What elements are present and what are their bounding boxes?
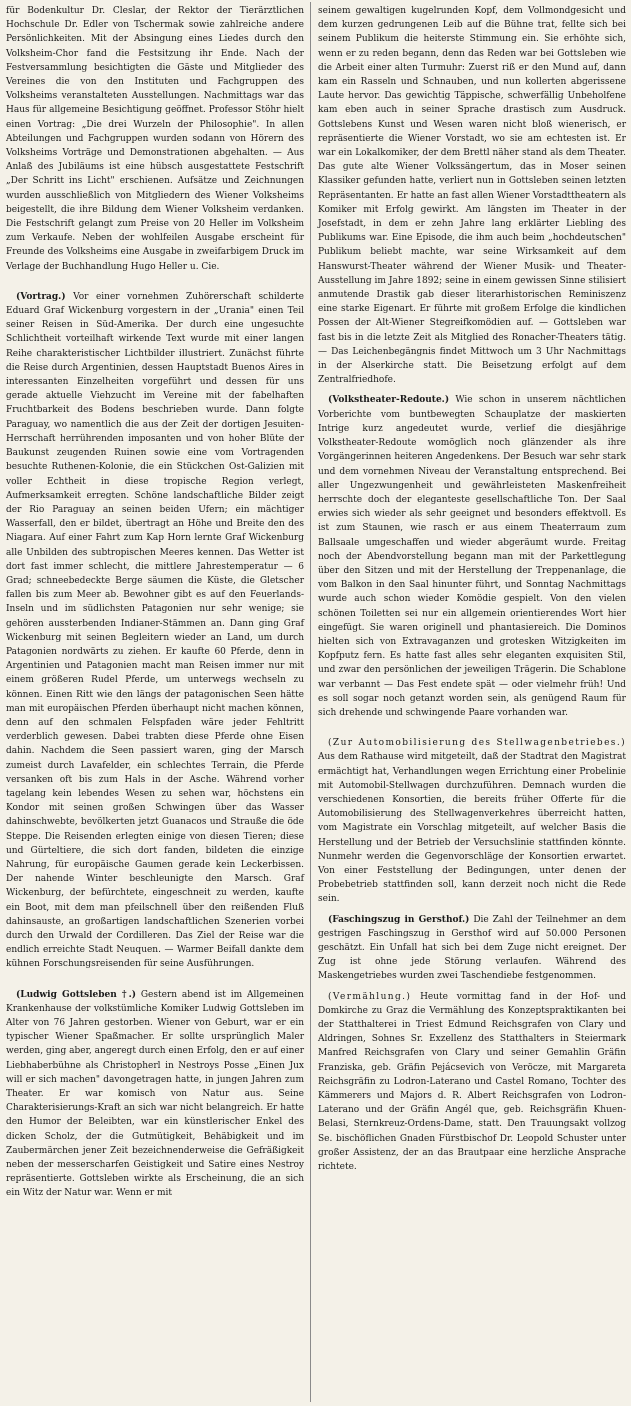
vortrag-body: Vor einer vornehmen Zuhörerschaft schilderte Eduard Graf Wickenburg vorgestern in der „Urania" einen Teil seiner Reisen in Süd-Amerika. Der durch eine ungesuchte Schlichtheit vorteilhaft wirkende Text wurde mit einer langen Reihe charakteristischer Lichtbilder illustriert. Zunächst führte die Reise durch Argentinien, dessen Hauptstadt Buenos Aires in interessanten Einzelheiten vorgeführt und dessen für uns gerade aktuelle Viehzucht im Vereine mit der fabelhaften Fruchtbarkeit des Bodens beschrieben wurde. Dann folgte Paraguay, wo namentlich die aus der Zeit der dortigen Jesuiten-Herrschaft herrührenden imposanten und von hoher Blüte der Baukunst zeugenden Ruinen sowie eine vom Vortragenden besuchte Ruthenen-Kolonie, die ein Stückchen Ost-Galizien mit voller Echtheit in diese tropische Region verlegt, Aufmerksamkeit erregten. Schöne landschaftliche Bilder zeigt der Rio Paraguay an seinen beiden Ufern; ein mächtiger Wasserfall, den er bildet, übertragt an Höhe und Breite den des Niagara. Auf einer Fahrt zum Kap Horn lernte Graf Wickenburg alle Unbilden des subtropischen Meeres kennen. Das Wetter ist dort fast immer schlecht, die mittlere Jahrestemperatur — 6 Grad; schneebedeckte Berge säumen die Küste, die Gletscher fallen bis zum Meer ab. Bewohner gibt es auf den Feuerlands-Inseln und im südlichsten Patagonien nur sehr wenige; sie gehören aussterbenden Indianer-Stämmen an. Dann ging Graf Wickenburg mit seinen Begleitern wieder an Land, um durch Patagonien nordwärts zu ziehen. Er kaufte 60 Pferde, denn in Argentinien und Patagonien macht man Reisen immer nur mit einem größeren Rudel Pferde, um unterwegs wechseln zu können. Einen Ritt wie den längs der patagonischen Seen hätte man mit europäischen Pferden überhaupt nicht machen können, denn auf den schmalen Felspfaden wäre jeder Fehltritt verderblich gewesen. Dabei trabten diese Pferde ohne Eisen dahin. Nachdem die Seen passiert waren, ging der Marsch zumeist durch Lavafelder, ein schlechtes Terrain, die Pferde versanken oft bis zum Hals in der Asche. Während vorher tagelang kein lebendes Wesen zu sehen war, höchstens ein Kondor mit seinen großen Schwingen über das Wasser dahinschwebte, bevölkerten jetzt Guanacos und Strauße die öde Steppe. Die Reisenden erlegten einige von diesen Tieren; diese und Gürteltiere, die sich dort fanden, bildeten die einzige Nahrung, für europäische Gaumen gerade kein Leckerbissen. Der nahende Winter beschleunigte den Marsch. Graf Wickenburg, der befürchtete, eingeschneit zu werden, kaufte ein Boot, mit dem man pfeilschnell über den reißenden Fluß dahinsauste, an großartigen landschaftlichen Szenerien vorbei durch den Urwald der Cordilleren. Das Ziel der Reise war die endlich erreichte Stadt Neuquen. — Warmer Beifall dankte dem kühnen Forschungsreisenden für seine Ausführungen. [6,291,304,970]
redoute-body: Wie schon in unserem nächtlichen Vorberichte vom buntbewegten Schauplatze der maskierten Intrige kurz angedeutet wurde, verlief die diesjährige Volkstheater-Redoute womöglich noch glänzender als ihre Vorgängerinnen heiteren Angedenkens. Der Besuch war sehr stark und dem vornehmen Niveau der Veranstaltung entsprechend. Bei aller Ungezwungenheit und gewährleisteten Maskenfreiheit herrschte doch der eleganteste gesellschaftliche Ton. Der Saal erwies sich wieder als sehr geeignet und besonders effektvoll. Es ist zum Staunen, wie rasch er aus einem Theaterraum zum Ballsaale umgeschaffen und wieder abgeräumt wurde. Freitag noch der Abendvorstellung begann man mit der Parkettlegung über den Sitzen und mit der Herstellung der Treppenanlage, die vom Balkon in den Saal hinunter führt, und Sonntag Nachmittags wurde auch schon wieder Komödie gespielt. Von den vielen schönen Toiletten sei nur ein allgemein orientierendes Wort hier eingefügt. Sie waren originell und phantasiereich. Die Dominos hielten sich von Extravaganzen und grotesken Witzigkeiten im Kopfputz fern. Es hatte fast alles sehr eleganten exquisiten Stil, und zwar den persönlichen der jeweiligen Trägerin. Die Schablone war verbannt — Das Fest endete spät — oder vielmehr früh! Und es soll sogar noch getanzt worden sein, als genügend Raum für sich drehende und schwingende Paare vorhanden war. [318,395,626,718]
gottsleben-body: Gestern abend ist im Allgemeinen Krankenhause der volkstümliche Komiker Ludwig Gottsleben im Alter von 76 Jahren gestorben. Wiener von Geburt, war er ein typischer Wiener Spaßmacher. Er sollte ursprünglich Maler werden, ging aber, angeregt durch einen Erfolg, den er auf einer Liebhaberbühne als Christopherl in Nestroys Posse „Einen Jux will er sich machen" davongetragen hatte, in jungen Jahren zum Theater. Er war komisch von Natur aus. Seine Charakterisierungs-Kraft an sich war nicht belangreich. Er hatte den Humor der Beleibten, war ein künstlerischer Enkel des dicken Scholz, der die Gutmütigkeit, Behäbigkeit und im Zaubermärchen jener Zeit bezeichnenderweise die Gefräßigkeit neben der messerscharfen Geistigkeit und Satire eines Nestroy repräsentierte. Gottsleben wirkte als Erscheinung, die an sich ein Witz der Natur war. Wenn er mit [6,989,304,1199]
gottsleben-article-continuation: seinem gewaltigen kugelrunden Kopf, dem Vollmondgesicht und dem kurzen gedrungenen Leib auf die Bühne trat, fellte sich bei seinem Publikum die heiterste Stimmung ein. Sie erhöhte sich, wenn er zu reden begann, denn das Reden war bei Gottsleben wie die Arbeit einer alten Turmuhr: Zuerst riß er den Mund auf, dann kam ein Rasseln und Schnauben, und nun kollerten abgerissene Laute hervor. Das gewichtig Täppische, schwerfällig Unbeholfene kam eben auch in seiner Sprache drastisch zum Ausdruck. Gottslebens Kunst und Wesen waren nicht bloß wienerisch, er repräsentierte die Wiener Vorstadt, wo sie am echtesten ist. Er war ein Lokalkomiker, der dem Brettl näher stand als dem Theater. Das gute alte Wiener Volkssängertum, das in Moser seinen Klassiker gefunden hatte, verliert nun in Gottsleben seinen letzten Repräsentanten. Er hatte an fast allen Wiener Vorstadttheatern als Komiker mit Erfolg gewirkt. Am längsten im Theater in der Josefstadt, in dem er zehn Jahre lang erklärter Liebling des Publikums war. Eine Episode, die ihm auch beim „hochdeutschen" Publikum beliebt machte, war seine Wirksamkeit auf dem Hanswurst-Theater während der Wiener Musik- und Theater-Ausstellung im Jahre 1892; seine in einem gewissen Sinne stilisiert anmutende Drastik gab dieser literarhistorischen Reminiszenz eine starke Eigenart. Er führte mit großem Erfolge die kindlichen Possen der Alt-Wiener Stegreifkomödien auf. — Gottsleben war fast bis in die letzte Zeit als Mitglied des Ronacher-Theaters tätig. — Das Leichenbegängnis findet Mittwoch um 3 Uhr Nachmittags in der Alserkirche statt. Die Beisetzung erfolgt auf dem Zentralfriedhofe. [318,6,626,386]
faschingszug-heading: (Faschingszug in Gersthof.) [328,914,470,925]
volksheim-article-continuation: für Bodenkultur Dr. Cleslar, der Rektor der Tierärztlichen Hochschule Dr. Edler von Tschermak sowie zahlreiche andere Persönlichkeiten. Mit der Absingung eines Liedes durch den Volksheim-Chor fand die Festsitzung ihr Ende. Nach der Festversammlung besichtigten die Gäste und Mitglieder des Vereines die von den Instituten und Fachgruppen des Volksheims veranstalteten Ausstellungen. Nachmittags war das Haus für allgemeine Besichtigung geöffnet. Professor Stöhr hielt einen Vortrag: „Die drei Wurzeln der Philosophie". In allen Abteilungen und Fachgruppen wurden sodann von Hörern des Volksheims Vorträge und Demonstrationen abgehalten. — Aus Anlaß des Jubiläums ist eine hübsch ausgestattete Festschrift „Der Schritt ins Licht" erschienen. Aufsätze und Zeichnungen wurden ausschließlich von Mitgliedern des Wiener Volksheims beigestellt, die ihre Bildung dem Wiener Volksheim verdanken. Die Festschrift gelangt zum Preise von 20 Heller im Volksheim zum Verkaufe. Neben der wohlfeilen Ausgabe erscheint für Freunde des Volksheims eine Ausgabe in zweifarbigem Druck im Verlage der Buchhandlung Hugo Heller u. Cie. [6,6,304,272]
right-column [318,4,626,1180]
vermaehlung-article [318,990,626,1175]
automobil-heading: (Zur Automobilisierung des Stellwagenbetriebes.) [328,738,626,749]
faschingszug-article [318,913,626,984]
vortrag-article [6,290,304,972]
left-column [6,4,304,1207]
automobil-article [318,736,626,906]
redoute-article [318,393,626,720]
gottsleben-heading: (Ludwig Gottsleben †.) [16,989,136,1000]
column-divider [310,2,311,1402]
vermaehlung-body: Heute vormittag fand in der Hof- und Domkirche zu Graz die Vermählung des Konzeptspraktikanten bei der Statthalterei in Triest Edmund Reichsgrafen von Clary und Aldringen, Sohnes Sr. Exzellenz des Statthalters in Steiermark Manfred Reichsgrafen von Clary und seiner Gemahlin Gräfin Franziska, geb. Gräfin Pejácsevich von Veröcze, mit Margareta Reichsgräfin zu Lodron-Laterano und Castel Romano, Tochter des Kämmerers und Majors d. R. Albert Reichsgrafen von Lodron-Laterano und der Gräfin Angél que, geb. Reichsgräfin Khuen-Belasi, Sternkreuz-Ordens-Dame, statt. Den Trauungsakt vollzog Se. bischöflichen Gnaden Fürstbischof Dr. Leopold Schuster unter großer Assistenz, der an das Brautpaar eine herzliche Ansprache richtete. [318,991,626,1173]
faschingszug-body: Die Zahl der Teilnehmer an dem gestrigen Faschingszug in Gersthof wird auf 50.000 Personen geschätzt. Ein Unfall hat sich bei dem Zuge nicht ereignet. Der Zug ist ohne jede Störung verlaufen. Während des Maskengetriebes wurden zwei Taschendiebe festgenommen. [318,914,626,982]
vortrag-heading: (Vortrag.) [16,291,66,302]
vermaehlung-heading: (Vermählung.) [328,991,412,1002]
automobil-body: Aus dem Rathause wird mitgeteilt, daß der Stadtrat den Magistrat ermächtigt hat, Verhandlungen wegen Errichtung einer Probelinie mit Automobil-Stellwagen durchzuführen. Demnach wurden die verschiedenen Konsortien, die bereits früher Offerte für die Automobilisierung des Stellwagenverkehres überreicht hatten, vom Magistrate ein Vorschlag mitgeteilt, auf welcher Basis die Herstellung und der Betrieb der Versuchslinie stattfinden könnte. Nunmehr werden die Gegenvorschläge der Konsortien erwartet. Von einer Feststellung der Bedingungen, unter denen der Probebetrieb stattfinden soll, kann derzeit noch nicht die Rede sein. [318,752,626,905]
redoute-heading: (Volkstheater-Redoute.) [328,395,450,406]
gottsleben-article [6,988,304,1201]
